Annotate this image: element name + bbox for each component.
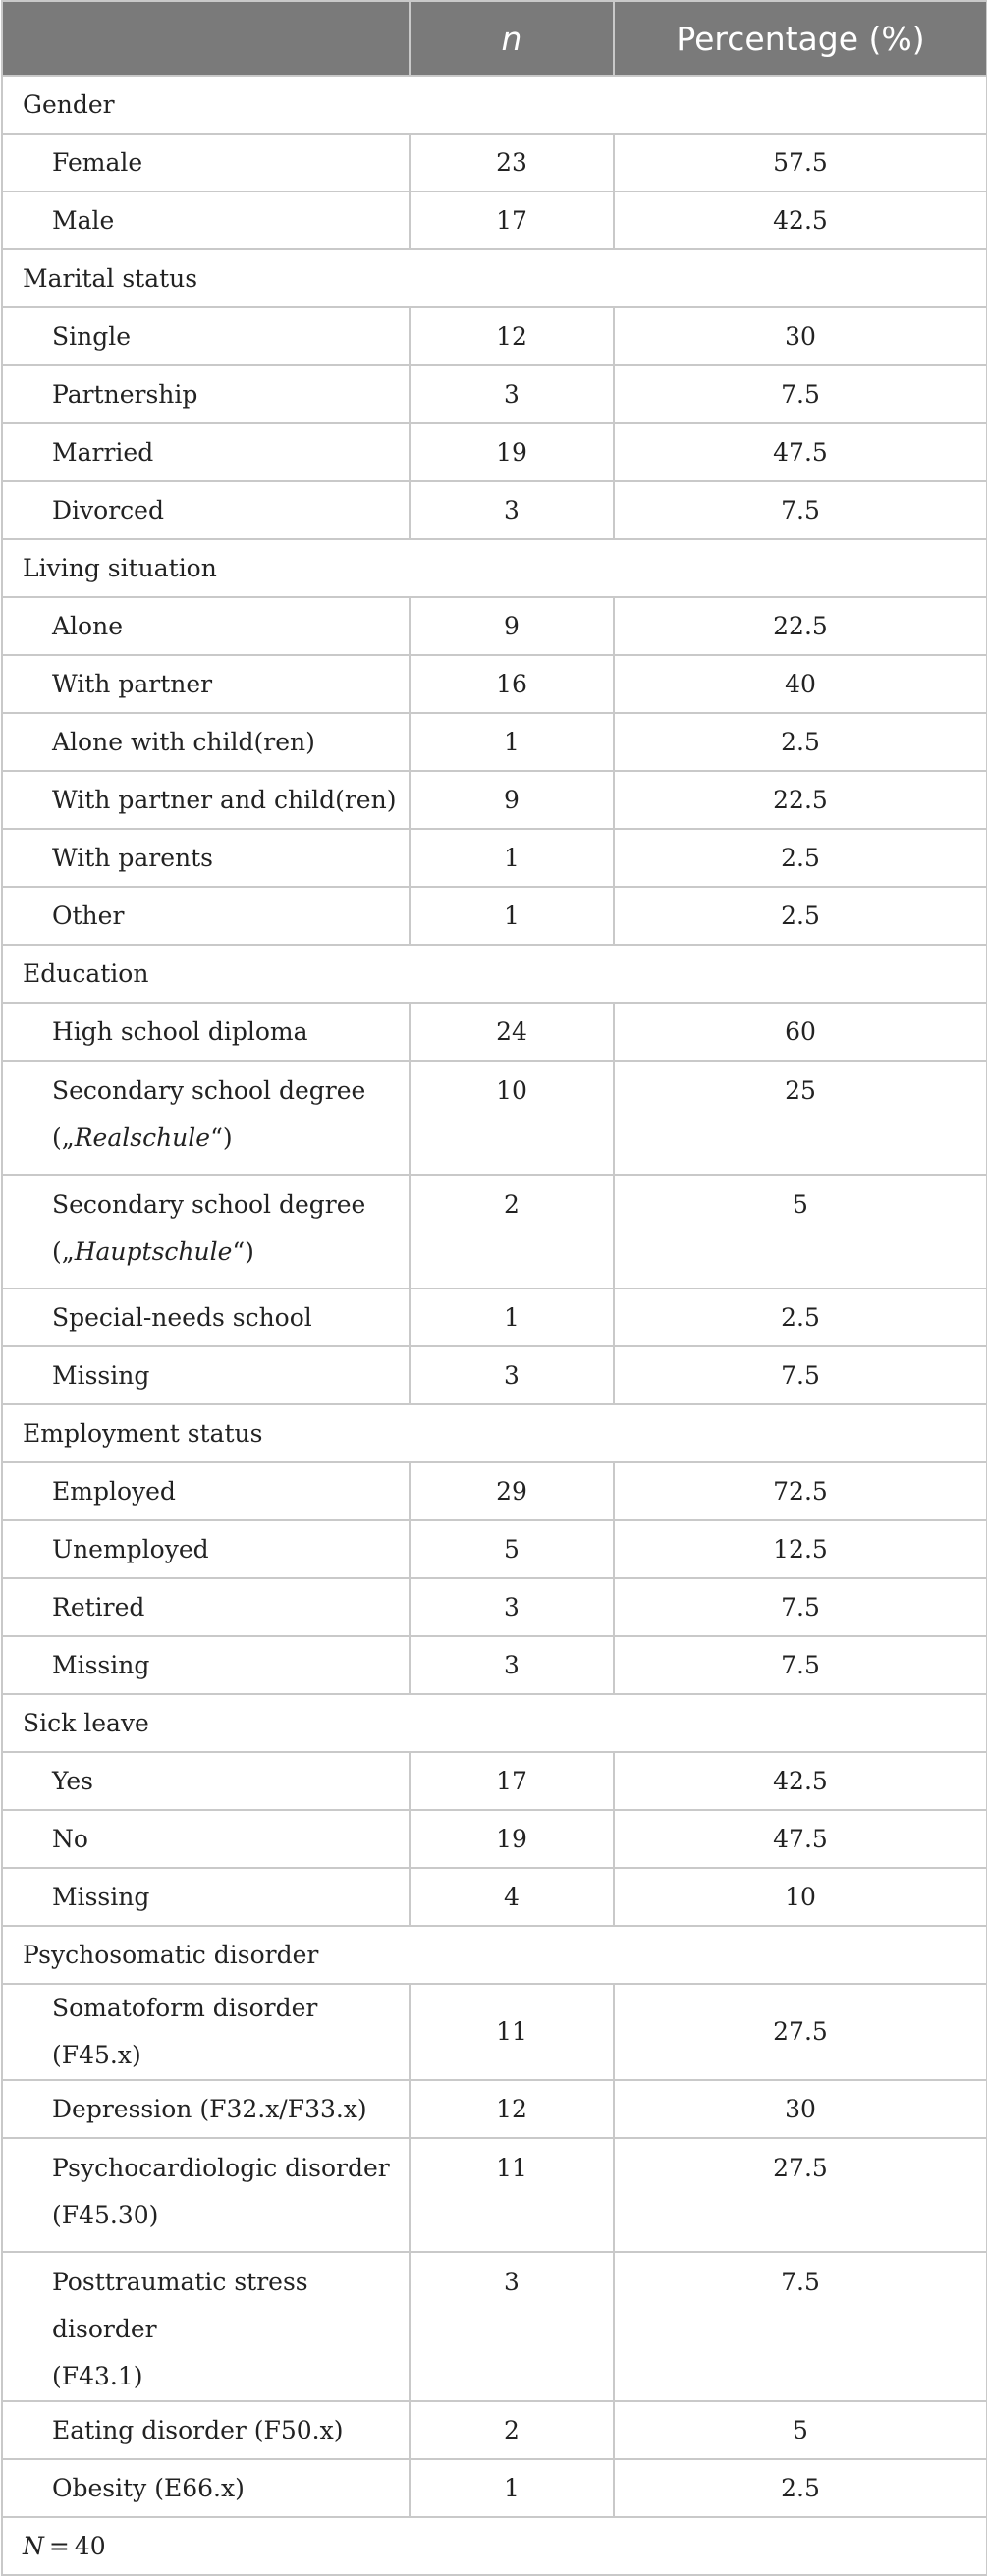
row-percentage: 27.5 xyxy=(614,1984,987,2080)
table-row xyxy=(2,1288,987,1346)
row-n: 3 xyxy=(410,481,614,539)
row-label-cell xyxy=(2,1346,410,1404)
row-percentage: 57.5 xyxy=(614,134,987,192)
category-row xyxy=(2,249,987,307)
row-percentage: 47.5 xyxy=(614,423,987,481)
row-n: 19 xyxy=(410,423,614,481)
row-label: Single xyxy=(52,321,132,351)
row-label-cell xyxy=(2,2401,410,2459)
row-percentage: 42.5 xyxy=(614,192,987,249)
row-percentage: 30 xyxy=(614,307,987,365)
row-label: Secondary school degree xyxy=(52,1190,366,1219)
row-n: 12 xyxy=(410,307,614,365)
category-label: Psychosomatic disorder xyxy=(2,1926,987,1984)
row-n: 3 xyxy=(410,2252,614,2401)
row-n: 17 xyxy=(410,192,614,249)
row-percentage: 40 xyxy=(614,655,987,713)
table-row xyxy=(2,1984,987,2080)
table-row xyxy=(2,365,987,423)
row-n: 4 xyxy=(410,1868,614,1926)
row-label-cell xyxy=(2,1578,410,1636)
row-label: Eating disorder (F50.x) xyxy=(52,2415,344,2444)
category-label: Employment status xyxy=(2,1404,987,1462)
row-label: Missing xyxy=(52,1650,150,1679)
row-label: Yes xyxy=(52,1766,93,1795)
row-n: 10 xyxy=(410,1061,614,1175)
row-label: With parents xyxy=(52,843,213,872)
table-row xyxy=(2,2401,987,2459)
row-percentage: 7.5 xyxy=(614,1578,987,1636)
row-label-cell xyxy=(2,365,410,423)
category-label: Education xyxy=(2,945,987,1003)
row-label: Special-needs school xyxy=(52,1302,312,1332)
row-label: Psychocardiologic disorder xyxy=(52,2154,390,2182)
table-row xyxy=(2,887,987,945)
table-row xyxy=(2,192,987,249)
row-n: 3 xyxy=(410,1578,614,1636)
row-label: Partnership xyxy=(52,379,198,409)
row-n: 11 xyxy=(410,1984,614,2080)
table-row xyxy=(2,1752,987,1810)
table-row xyxy=(2,2080,987,2138)
demographics-table xyxy=(1,0,987,2576)
row-n: 29 xyxy=(410,1462,614,1520)
row-n: 3 xyxy=(410,365,614,423)
row-n: 3 xyxy=(410,1636,614,1694)
row-percentage: 2.5 xyxy=(614,2459,987,2517)
row-percentage: 7.5 xyxy=(614,1636,987,1694)
row-percentage: 5 xyxy=(614,1175,987,1288)
row-label-line2: („ xyxy=(52,1124,75,1152)
row-label: Secondary school degree xyxy=(52,1076,366,1105)
category-row xyxy=(2,1404,987,1462)
row-n: 9 xyxy=(410,771,614,829)
row-label-cell xyxy=(2,134,410,192)
row-percentage: 72.5 xyxy=(614,1462,987,1520)
table-row xyxy=(2,307,987,365)
row-label: Married xyxy=(52,437,154,466)
table-row xyxy=(2,1868,987,1926)
table-row xyxy=(2,1061,987,1175)
row-percentage: 22.5 xyxy=(614,597,987,655)
row-label-italic: Hauptschule xyxy=(74,1237,233,1266)
row-label-closing: “) xyxy=(232,1237,254,1266)
row-label-cell xyxy=(2,1003,410,1061)
row-label: Other xyxy=(52,901,125,930)
row-label: Divorced xyxy=(52,495,164,524)
table-row xyxy=(2,597,987,655)
row-percentage: 12.5 xyxy=(614,1520,987,1578)
row-percentage: 2.5 xyxy=(614,829,987,887)
row-label-italic: Realschule xyxy=(74,1124,211,1152)
category-row xyxy=(2,1694,987,1752)
row-label-cell xyxy=(2,307,410,365)
row-label-cell xyxy=(2,1636,410,1694)
row-label: Retired xyxy=(52,1592,145,1621)
row-label: No xyxy=(52,1824,88,1853)
row-label-cell xyxy=(2,1752,410,1810)
header-label xyxy=(2,1,410,76)
row-label-cell xyxy=(2,1868,410,1926)
row-label: Alone with child(ren) xyxy=(52,727,315,756)
table-row xyxy=(2,1175,987,1288)
row-label: Employed xyxy=(52,1476,176,1506)
row-percentage: 5 xyxy=(614,2401,987,2459)
table-row xyxy=(2,771,987,829)
table-footnote xyxy=(2,2517,987,2575)
row-label-cell xyxy=(2,2138,410,2252)
table-row xyxy=(2,481,987,539)
row-label: Depression (F32.x/F33.x) xyxy=(52,2094,367,2123)
row-label-cell xyxy=(2,1462,410,1520)
row-label-cell xyxy=(2,655,410,713)
row-label-cell xyxy=(2,713,410,771)
row-label: Missing xyxy=(52,1882,150,1911)
row-percentage: 10 xyxy=(614,1868,987,1926)
category-label: Marital status xyxy=(2,249,987,307)
row-label-cell xyxy=(2,1520,410,1578)
row-label: High school diploma xyxy=(52,1016,308,1046)
row-label: Female xyxy=(52,147,143,177)
row-n: 23 xyxy=(410,134,614,192)
row-label-cell xyxy=(2,423,410,481)
row-label-cell xyxy=(2,1175,410,1288)
table-row xyxy=(2,1636,987,1694)
row-label-line2: (F43.1) xyxy=(52,2362,143,2390)
row-percentage: 25 xyxy=(614,1061,987,1175)
row-percentage: 2.5 xyxy=(614,1288,987,1346)
category-label: Living situation xyxy=(2,539,987,597)
row-percentage: 7.5 xyxy=(614,1346,987,1404)
row-label-cell xyxy=(2,1984,410,2080)
row-percentage: 7.5 xyxy=(614,481,987,539)
row-percentage: 42.5 xyxy=(614,1752,987,1810)
table-row xyxy=(2,423,987,481)
row-label-cell xyxy=(2,597,410,655)
row-n: 16 xyxy=(410,655,614,713)
row-label: Alone xyxy=(52,611,123,640)
row-label-cell xyxy=(2,2459,410,2517)
table-row xyxy=(2,2459,987,2517)
table-row xyxy=(2,2138,987,2252)
row-label-cell xyxy=(2,829,410,887)
row-label-cell xyxy=(2,1061,410,1175)
row-percentage: 30 xyxy=(614,2080,987,2138)
row-percentage: 7.5 xyxy=(614,2252,987,2401)
table-row xyxy=(2,829,987,887)
table-row xyxy=(2,1810,987,1868)
row-n: 5 xyxy=(410,1520,614,1578)
table-row xyxy=(2,1003,987,1061)
row-n: 9 xyxy=(410,597,614,655)
category-row xyxy=(2,945,987,1003)
table-row xyxy=(2,713,987,771)
row-n: 1 xyxy=(410,829,614,887)
row-n: 1 xyxy=(410,887,614,945)
row-label: Somatoform disorder (F45.x) xyxy=(52,1994,318,2069)
row-label-closing: “) xyxy=(210,1124,233,1152)
table-row xyxy=(2,2252,987,2401)
row-label: Posttraumatic stress disorder xyxy=(52,2268,308,2343)
row-n: 24 xyxy=(410,1003,614,1061)
category-row xyxy=(2,1926,987,1984)
row-percentage: 22.5 xyxy=(614,771,987,829)
header-percentage: Percentage (%) xyxy=(614,1,987,76)
row-label: Obesity (E66.x) xyxy=(52,2473,245,2502)
category-label: Sick leave xyxy=(2,1694,987,1752)
row-label-cell xyxy=(2,481,410,539)
table-row xyxy=(2,1578,987,1636)
row-n: 1 xyxy=(410,1288,614,1346)
row-percentage: 2.5 xyxy=(614,713,987,771)
row-n: 1 xyxy=(410,2459,614,2517)
row-n: 19 xyxy=(410,1810,614,1868)
table-row xyxy=(2,1346,987,1404)
row-label-line2: („ xyxy=(52,1237,75,1266)
row-n: 11 xyxy=(410,2138,614,2252)
table-body xyxy=(2,76,987,2517)
category-row xyxy=(2,539,987,597)
category-label: Gender xyxy=(2,76,987,134)
row-label: Unemployed xyxy=(52,1534,209,1563)
table-row xyxy=(2,655,987,713)
row-n: 17 xyxy=(410,1752,614,1810)
row-n: 2 xyxy=(410,2401,614,2459)
row-label: Male xyxy=(52,205,115,235)
table-row xyxy=(2,1520,987,1578)
row-label-cell xyxy=(2,2252,410,2401)
row-percentage: 47.5 xyxy=(614,1810,987,1868)
row-n: 3 xyxy=(410,1346,614,1404)
row-label: Missing xyxy=(52,1360,150,1390)
row-label-cell xyxy=(2,771,410,829)
row-label: With partner xyxy=(52,669,213,698)
row-label-cell xyxy=(2,887,410,945)
row-label: With partner and child(ren) xyxy=(52,785,397,814)
table-header-row xyxy=(2,1,987,76)
footnote-symbol: N xyxy=(23,2531,44,2560)
footnote-text: = 40 xyxy=(43,2531,106,2560)
row-label-cell xyxy=(2,192,410,249)
row-n: 12 xyxy=(410,2080,614,2138)
footnote-row xyxy=(2,2517,987,2575)
row-percentage: 7.5 xyxy=(614,365,987,423)
row-label-cell xyxy=(2,1810,410,1868)
row-percentage: 2.5 xyxy=(614,887,987,945)
table-row xyxy=(2,1462,987,1520)
row-percentage: 27.5 xyxy=(614,2138,987,2252)
header-n: n xyxy=(410,1,614,76)
row-n: 1 xyxy=(410,713,614,771)
table-row xyxy=(2,134,987,192)
row-n: 2 xyxy=(410,1175,614,1288)
row-label-cell xyxy=(2,1288,410,1346)
row-label-cell xyxy=(2,2080,410,2138)
row-label-line2: (F45.30) xyxy=(52,2201,159,2229)
row-percentage: 60 xyxy=(614,1003,987,1061)
category-row xyxy=(2,76,987,134)
